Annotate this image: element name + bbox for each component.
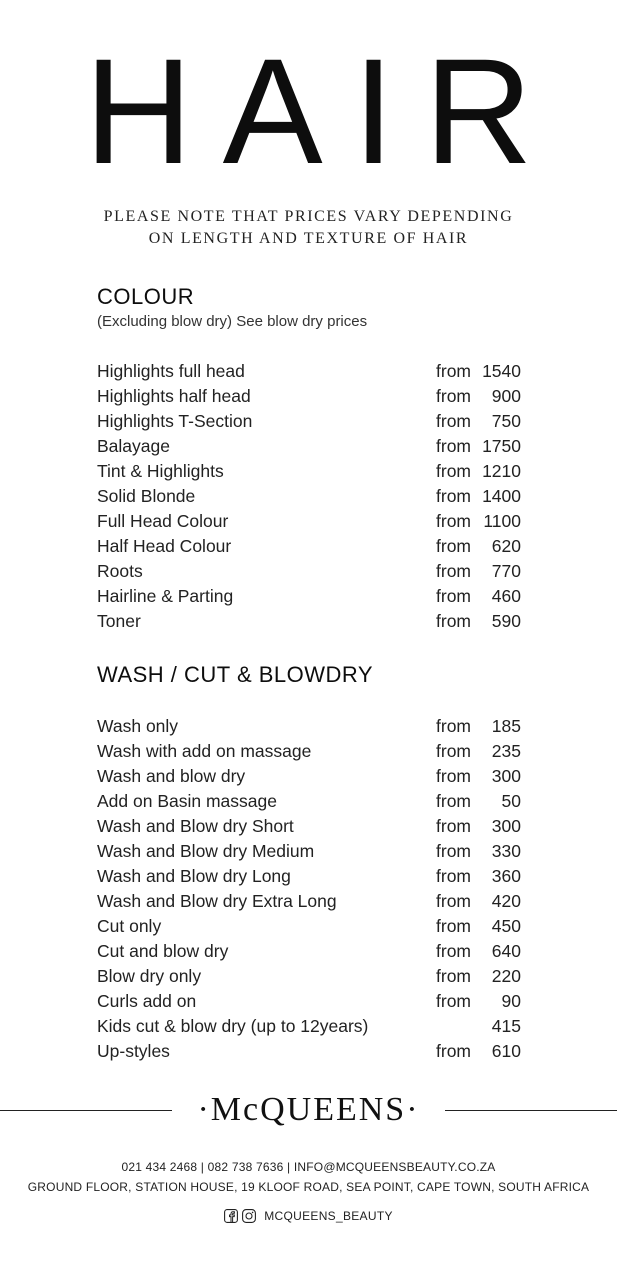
price-row (97, 434, 521, 459)
service-name: Hairline & Parting (97, 586, 234, 606)
price-row (97, 989, 521, 1014)
from-label: from (436, 716, 471, 736)
service-price: 300 (491, 766, 521, 786)
price-row (97, 359, 521, 384)
price-row (97, 384, 521, 409)
brand-logo: ·McQUEENS· (197, 1091, 420, 1128)
price-row (97, 484, 521, 509)
price-row (97, 764, 521, 789)
from-label: from (436, 991, 471, 1011)
price-row (97, 584, 521, 609)
from-label: from (436, 891, 471, 911)
service-price: 235 (491, 741, 521, 761)
service-name: Blow dry only (97, 966, 202, 986)
from-label: from (436, 741, 471, 761)
service-price: 415 (491, 1016, 521, 1036)
service-name: Half Head Colour (97, 536, 232, 556)
service-name: Roots (97, 561, 143, 581)
from-label: from (436, 791, 471, 811)
price-row (97, 509, 521, 534)
wash-heading: WASH / CUT & BLOWDRY (97, 662, 374, 687)
service-price: 770 (491, 561, 521, 581)
colour-price-list (97, 359, 521, 634)
service-price: 185 (491, 716, 521, 736)
service-name: Wash and Blow dry Medium (97, 841, 315, 861)
price-row (97, 714, 521, 739)
service-price: 1400 (482, 486, 521, 506)
service-name: Cut and blow dry (97, 941, 229, 961)
service-name: Balayage (97, 436, 170, 456)
price-row (97, 864, 521, 889)
service-name: Full Head Colour (97, 511, 229, 531)
from-label: from (436, 1041, 471, 1061)
social-handle[interactable]: MCQUEENS_BEAUTY (264, 1209, 393, 1223)
price-row (97, 609, 521, 634)
from-label: from (436, 361, 471, 381)
price-row (97, 534, 521, 559)
service-name: Wash and Blow dry Long (97, 866, 291, 886)
service-price: 330 (491, 841, 521, 861)
service-price: 900 (491, 386, 521, 406)
service-price: 590 (491, 611, 521, 631)
from-label: from (436, 611, 471, 631)
price-row (97, 789, 521, 814)
from-label: from (436, 386, 471, 406)
service-name: Wash and blow dry (97, 766, 246, 786)
colour-heading: COLOUR (97, 284, 195, 309)
instagram-icon[interactable] (242, 1209, 256, 1223)
service-price: 750 (491, 411, 521, 431)
service-name: Add on Basin massage (97, 791, 277, 811)
service-price: 450 (491, 916, 521, 936)
from-label: from (436, 766, 471, 786)
price-row (97, 914, 521, 939)
from-label: from (436, 866, 471, 886)
service-price: 1540 (482, 361, 521, 381)
price-row (97, 814, 521, 839)
pricing-note-line-2: ON LENGTH AND TEXTURE OF HAIR (148, 230, 469, 247)
price-row (97, 739, 521, 764)
service-price: 1210 (482, 461, 521, 481)
from-label: from (436, 841, 471, 861)
service-price: 300 (491, 816, 521, 836)
from-label: from (436, 816, 471, 836)
service-name: Wash with add on massage (97, 741, 312, 761)
service-name: Toner (97, 611, 141, 631)
from-label: from (436, 511, 471, 531)
from-label: from (436, 586, 471, 606)
service-price: 90 (501, 991, 521, 1011)
wash-price-list (97, 714, 521, 1064)
price-row (97, 939, 521, 964)
facebook-icon[interactable] (224, 1209, 238, 1223)
service-price: 50 (501, 791, 521, 811)
from-label: from (436, 536, 471, 556)
service-price: 360 (491, 866, 521, 886)
service-price: 620 (491, 536, 521, 556)
contact-line: 021 434 2468 | 082 738 7636 | INFO@MCQUEENSBEAUTY.CO.ZA (121, 1160, 496, 1174)
service-price: 420 (491, 891, 521, 911)
service-name: Wash and Blow dry Short (97, 816, 294, 836)
from-label: from (436, 561, 471, 581)
from-label: from (436, 436, 471, 456)
price-row (97, 839, 521, 864)
price-row (97, 409, 521, 434)
service-name: Solid Blonde (97, 486, 196, 506)
service-name: Curls add on (97, 991, 197, 1011)
service-name: Up-styles (97, 1041, 170, 1061)
price-row (97, 964, 521, 989)
address-line: GROUND FLOOR, STATION HOUSE, 19 KLOOF ROAD, SEA POINT, CAPE TOWN, SOUTH AFRICA (27, 1180, 590, 1194)
service-name: Highlights T-Section (97, 411, 253, 431)
price-row (97, 559, 521, 584)
from-label: from (436, 486, 471, 506)
from-label: from (436, 461, 471, 481)
service-price: 220 (491, 966, 521, 986)
page-title: HAIR (84, 27, 563, 195)
pricing-note-line-1: PLEASE NOTE THAT PRICES VARY DEPENDING (103, 208, 514, 225)
price-row (97, 1014, 521, 1039)
service-price: 1750 (482, 436, 521, 456)
service-name: Wash and Blow dry Extra Long (97, 891, 337, 911)
service-name: Tint & Highlights (97, 461, 224, 481)
from-label: from (436, 411, 471, 431)
service-price: 460 (491, 586, 521, 606)
service-price: 610 (491, 1041, 521, 1061)
from-label: from (436, 966, 471, 986)
social-row (0, 1209, 617, 1223)
from-label: from (436, 916, 471, 936)
pricing-note (0, 206, 617, 250)
service-price: 1100 (483, 511, 521, 531)
price-row (97, 1039, 521, 1064)
price-row (97, 459, 521, 484)
service-price: 640 (491, 941, 521, 961)
service-name: Kids cut & blow dry (up to 12years) (97, 1016, 369, 1036)
colour-subtitle: (Excluding blow dry) See blow dry prices (97, 313, 368, 330)
price-row (97, 889, 521, 914)
service-name: Wash only (97, 716, 179, 736)
service-name: Highlights half head (97, 386, 251, 406)
service-name: Highlights full head (97, 361, 245, 381)
from-label: from (436, 941, 471, 961)
service-name: Cut only (97, 916, 162, 936)
